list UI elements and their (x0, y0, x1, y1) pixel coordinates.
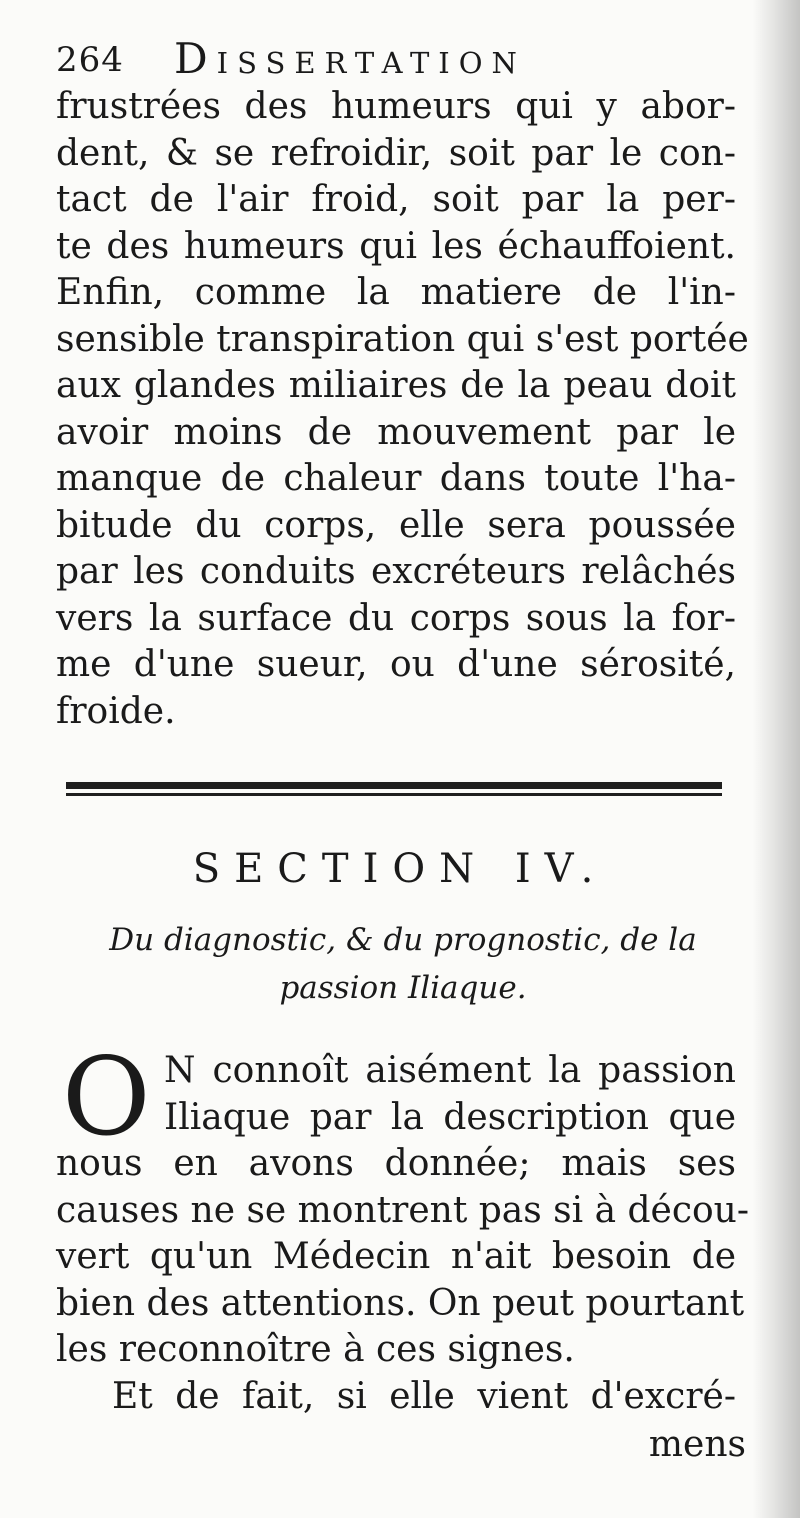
text-line: sensible transpiration qui s'est portée (56, 318, 749, 360)
section-subtitle (58, 916, 748, 1012)
top-paragraph (56, 84, 749, 735)
text-line: Enfin, comme la matiere de l'in- (56, 272, 736, 313)
page-header (56, 34, 756, 84)
subtitle-line: passion Iliaque. (279, 970, 527, 1006)
text-line: Et de fait, si elle vient d'excré- (112, 1375, 736, 1417)
text-line: me d'une sueur, ou d'une sérosité, (56, 644, 736, 685)
text-line: par les conduits excréteurs relâchés (56, 551, 736, 592)
text-line: tact de l'air froid, soit par la per- (56, 179, 736, 220)
text-line: avoir moins de mouvement par le (56, 411, 736, 453)
text-line: Iliaque par la description que (164, 1096, 736, 1138)
second-paragraph (56, 1048, 750, 1420)
text-line: frustrées des humeurs qui y abor- (56, 86, 736, 127)
text-line: les reconnoître à ces signes. (56, 1329, 575, 1370)
divider-thick-line (66, 782, 722, 789)
text-line: manque de chaleur dans toute l'ha- (56, 458, 736, 499)
section-heading: SECTION IV. (192, 846, 608, 892)
text-line: vers la surface du corps sous la for- (56, 597, 736, 639)
drop-cap: O (62, 1035, 151, 1160)
divider-thin-line (66, 793, 722, 796)
text-line: nous en avons donnée; mais ses (56, 1143, 736, 1184)
catchword: mens (648, 1424, 746, 1465)
text-line: froide. (56, 690, 176, 732)
text-line: dent, & se refroidir, soit par le con- (56, 132, 736, 174)
text-line: causes ne se montrent pas si à décou- (56, 1189, 750, 1231)
page-gutter-shadow (752, 0, 800, 1518)
running-title: Dissertation (174, 34, 526, 83)
text-line: bien des attentions. On peut pourtant (56, 1282, 745, 1324)
section-divider-rule (66, 782, 722, 800)
text-line: N connoît aisément la passion (164, 1050, 736, 1091)
text-line: aux glandes miliaires de la peau doit (56, 365, 736, 406)
page-number: 264 (56, 40, 124, 80)
subtitle-line: Du diagnostic, & du prognostic, de la (109, 922, 697, 958)
text-line: bitude du corps, elle sera poussée (56, 504, 736, 546)
text-line: vert qu'un Médecin n'ait besoin de (56, 1236, 736, 1277)
text-line: te des humeurs qui les échauffoient. (56, 225, 736, 267)
